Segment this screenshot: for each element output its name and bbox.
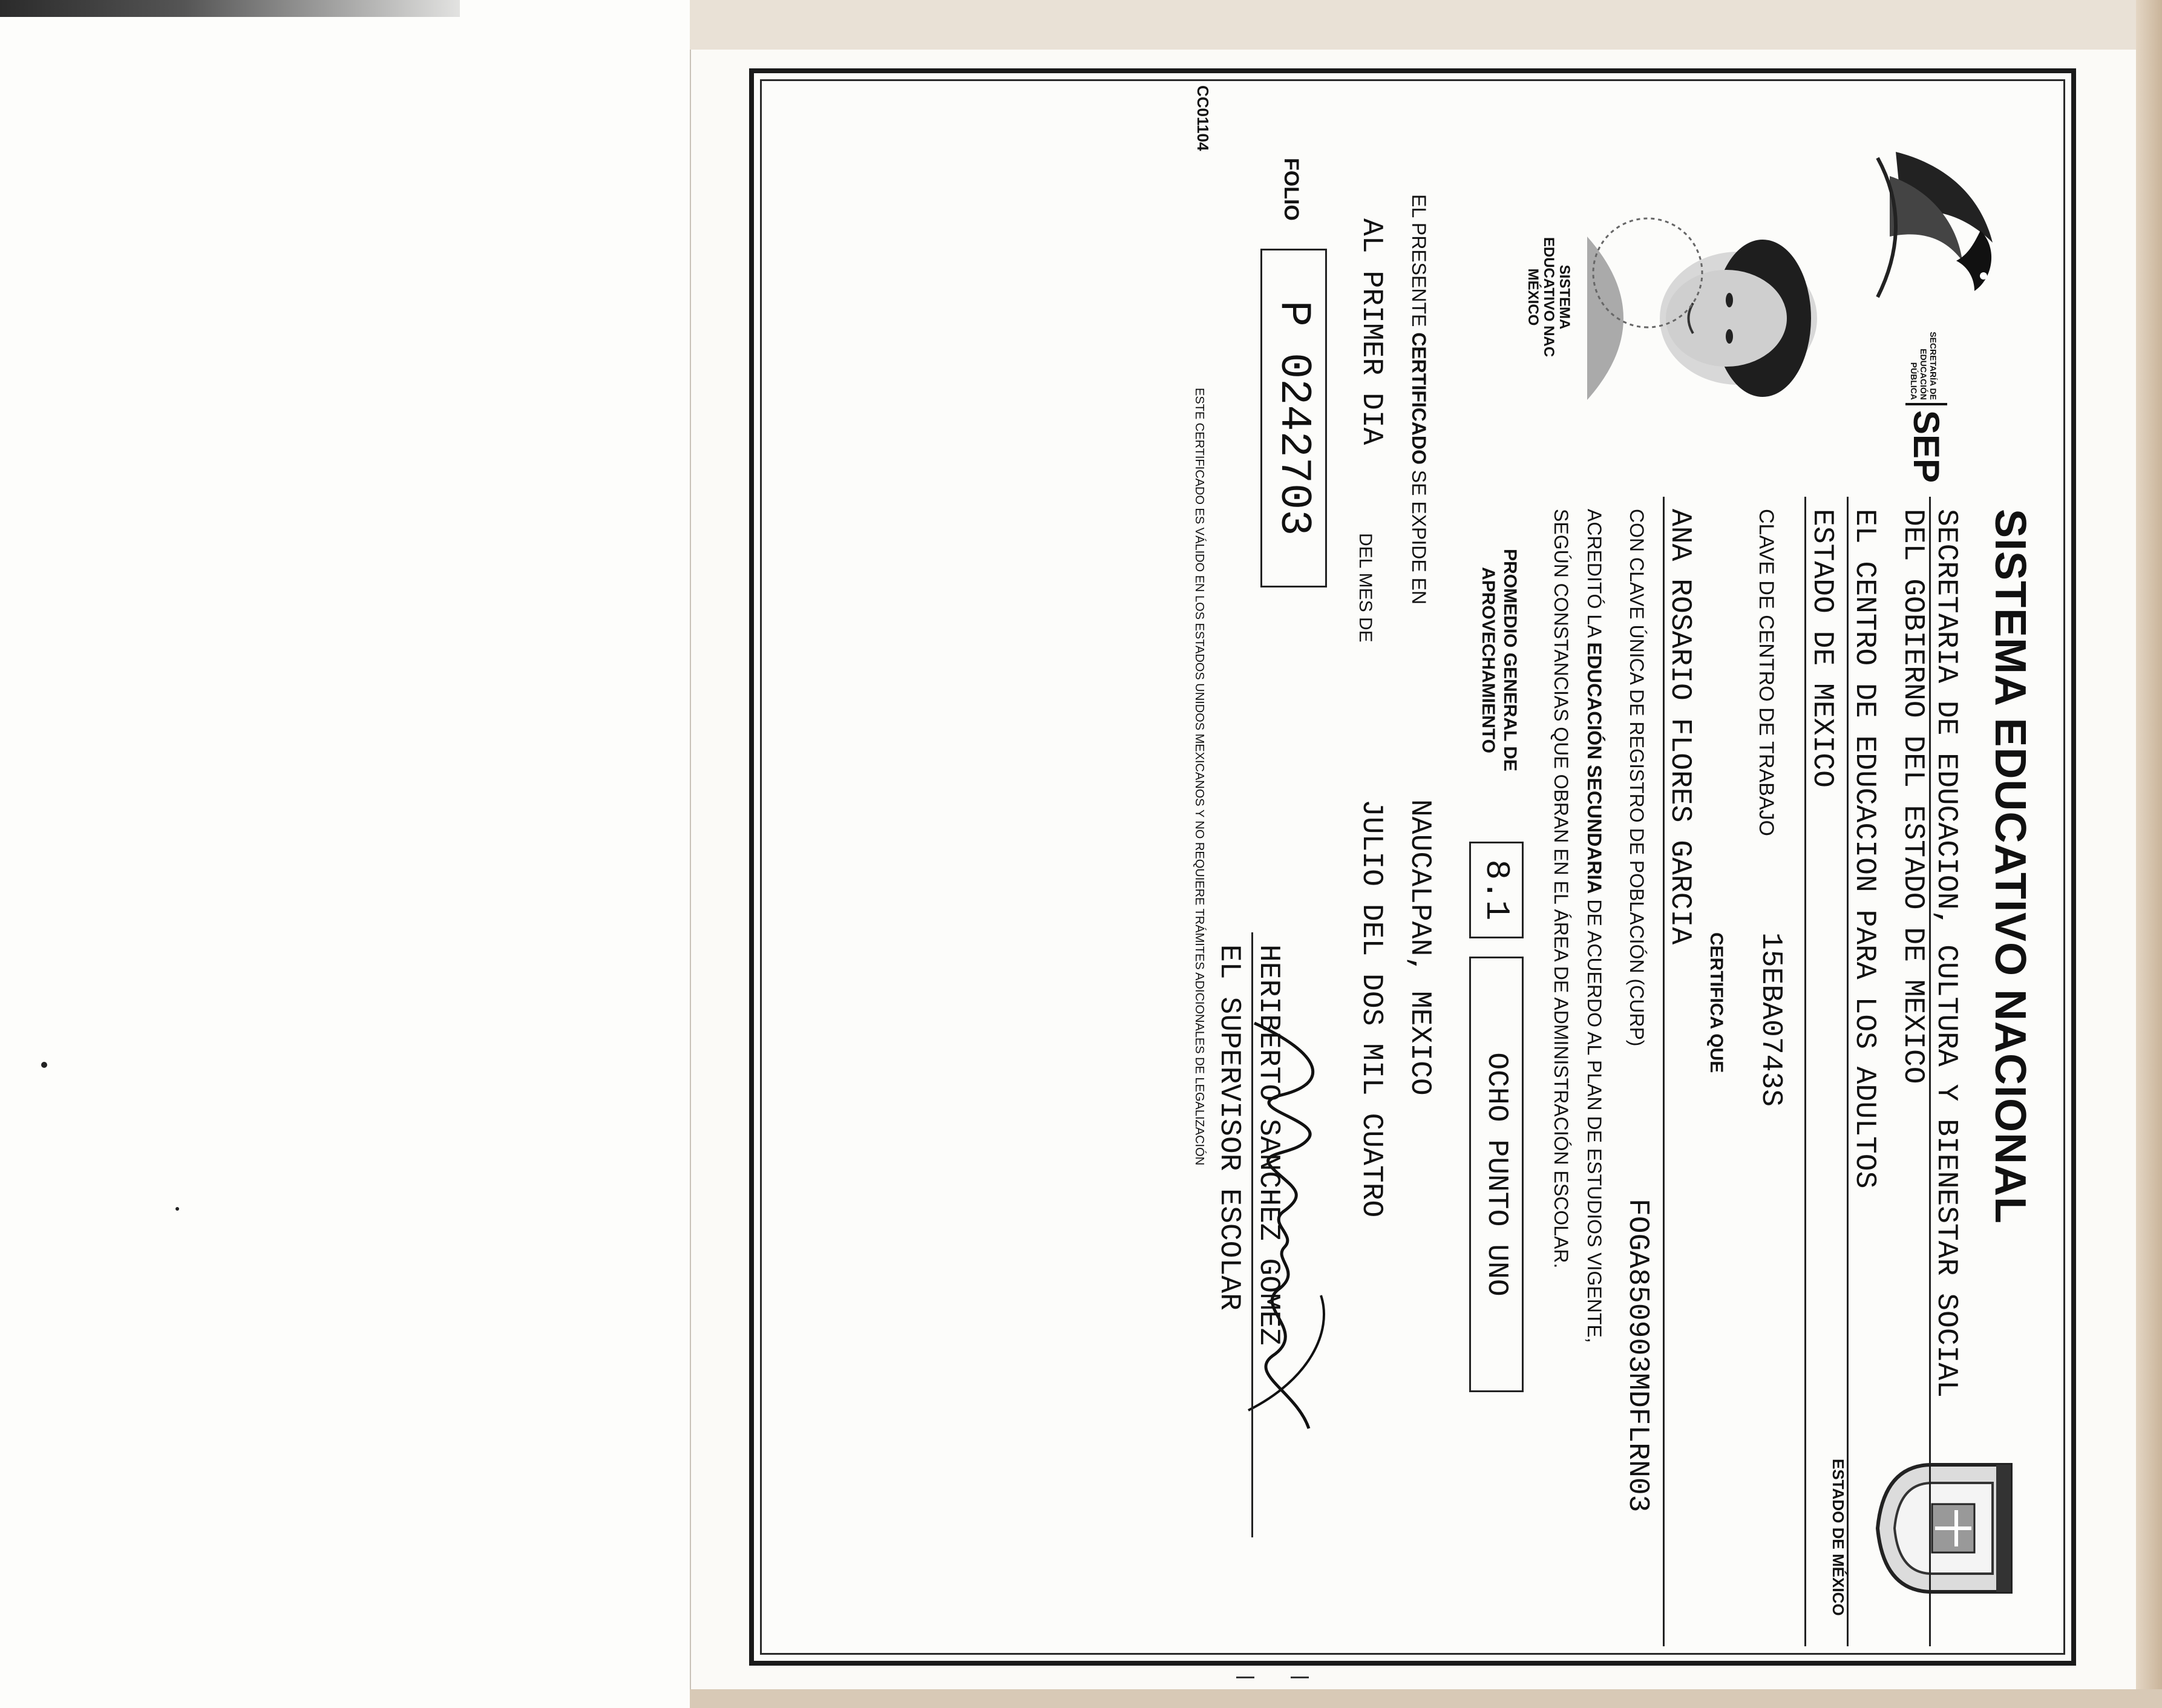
acredito-level: EDUCACIÓN SECUNDARIA	[1584, 642, 1605, 894]
clave-label: CLAVE DE CENTRO DE TRABAJO	[1755, 509, 1778, 836]
control-code: CC01104	[1194, 85, 1212, 151]
footer-note: ESTE CERTIFICADO ES VÁLIDO EN LOS ESTADOS UNIDOS MEXICANOS Y NO REQUIERE TRÁMITES ADICIONALES DE LEGALIZACIÓN	[1193, 388, 1206, 1166]
paper-edge	[690, 1689, 2162, 1708]
issuer-line-1: SECRETARIA DE EDUCACION, CULTURA Y BIENESTAR SOCIAL	[1930, 509, 1962, 1398]
center-line-1: EL CENTRO DE EDUCACION PARA LOS ADULTOS	[1848, 509, 1881, 1189]
name-rule	[1663, 497, 1665, 1646]
promedio-value-box	[1469, 842, 1524, 938]
stamp-line3: MÉXICO	[1525, 268, 1541, 326]
sep-logo-text	[1909, 243, 1938, 400]
signer-name: HERIBERTO SANCHEZ GOMEZ	[1252, 944, 1285, 1346]
acredito-pre: ACREDITÓ LA	[1584, 509, 1605, 643]
student-portrait-icon	[1587, 212, 1829, 424]
promedio-value: 8.1	[1477, 859, 1516, 921]
expide-post: SE EXPIDE EN	[1408, 464, 1430, 605]
month-year: JULIO DEL DOS MIL CUATRO	[1355, 799, 1387, 1218]
student-photo	[1587, 212, 1829, 424]
border-tick	[1291, 1677, 1309, 1678]
signer-rule	[1251, 932, 1253, 1537]
certificate-title: SISTEMA EDUCATIVO NACIONAL	[1986, 509, 2034, 1225]
expide-line	[1407, 194, 1430, 604]
segun-line: SEGÚN CONSTANCIAS QUE OBRAN EN EL ÁREA DE ADMINISTRACIÓN ESCOLAR.	[1550, 509, 1572, 1269]
center-line-2-rule	[1804, 497, 1806, 1646]
signature	[1230, 1017, 1345, 1441]
handwritten-signature-icon	[1230, 1017, 1345, 1441]
folio-label: FOLIO	[1280, 158, 1303, 221]
scan-speck	[175, 1207, 179, 1211]
folio-box	[1260, 249, 1327, 587]
sep-logo	[1859, 140, 2017, 309]
paper-edge	[2136, 0, 2162, 1708]
stamp-line1: SISTEMA	[1556, 264, 1573, 330]
sistema-stamp	[1525, 237, 1572, 358]
curp-label: CON CLAVE ÚNICA DE REGISTRO DE POBLACIÓN (CURP)	[1626, 509, 1648, 1047]
sep-line3: PÚBLICA	[1909, 362, 1919, 400]
mes-label: DEL MES DE	[1355, 533, 1375, 643]
stamp-line2: EDUCATIVO NAC	[1541, 237, 1557, 358]
folio-value: P 0242703	[1269, 300, 1318, 536]
promedio-label	[1477, 509, 1521, 811]
acredito-line	[1583, 509, 1605, 1343]
sep-acronym: SEP	[1905, 403, 1947, 483]
sep-line2: EDUCACIÓN	[1919, 348, 1928, 400]
issuer-line-rule	[1929, 497, 1931, 1646]
estado-label: ESTADO DE MÉXICO	[1829, 1459, 1847, 1616]
promedio-label-line1: PROMEDIO GENERAL DE	[1500, 549, 1520, 771]
estado-de-mexico-emblem	[1872, 1453, 2023, 1604]
expide-pre: EL PRESENTE	[1408, 194, 1430, 333]
signer-title: EL SUPERVISOR ESCOLAR	[1213, 944, 1245, 1310]
clave-value: 15EBA0743S	[1754, 932, 1787, 1107]
certifica-label: CERTIFICA QUE	[1706, 932, 1726, 1073]
promedio-words: OCHO PUNTO UNO	[1480, 1052, 1513, 1297]
issuer-line-2: DEL GOBIERNO DEL ESTADO DE MEXICO	[1896, 509, 1929, 1084]
secondary-education-certificate	[749, 68, 2076, 1666]
blank-left-area	[0, 0, 690, 1708]
acredito-post: DE ACUERDO AL PLAN DE ESTUDIOS VIGENTE,	[1584, 894, 1605, 1343]
promedio-label-line2: APROVECHAMIENTO	[1478, 567, 1498, 753]
student-name: ANA ROSARIO FLORES GARCIA	[1663, 509, 1696, 945]
eagle-emblem-icon	[1859, 140, 2017, 309]
sep-line1: SECRETARÍA DE	[1928, 332, 1938, 400]
border-tick	[1236, 1677, 1254, 1678]
center-line-2: ESTADO DE MEXICO	[1806, 509, 1838, 788]
expide-doc: CERTIFICADO	[1408, 332, 1430, 465]
day-text: AL PRIMER DIA	[1355, 218, 1387, 445]
coat-of-arms-icon	[1872, 1453, 2023, 1604]
center-line-rule	[1847, 497, 1849, 1646]
promedio-words-box	[1469, 957, 1524, 1392]
scan-speck	[41, 1062, 47, 1068]
curp-value: FOGA850903MDFLRN03	[1621, 1199, 1654, 1513]
expide-place: NAUCALPAN, MEXICO	[1403, 799, 1436, 1096]
scan-smudge	[0, 0, 460, 17]
